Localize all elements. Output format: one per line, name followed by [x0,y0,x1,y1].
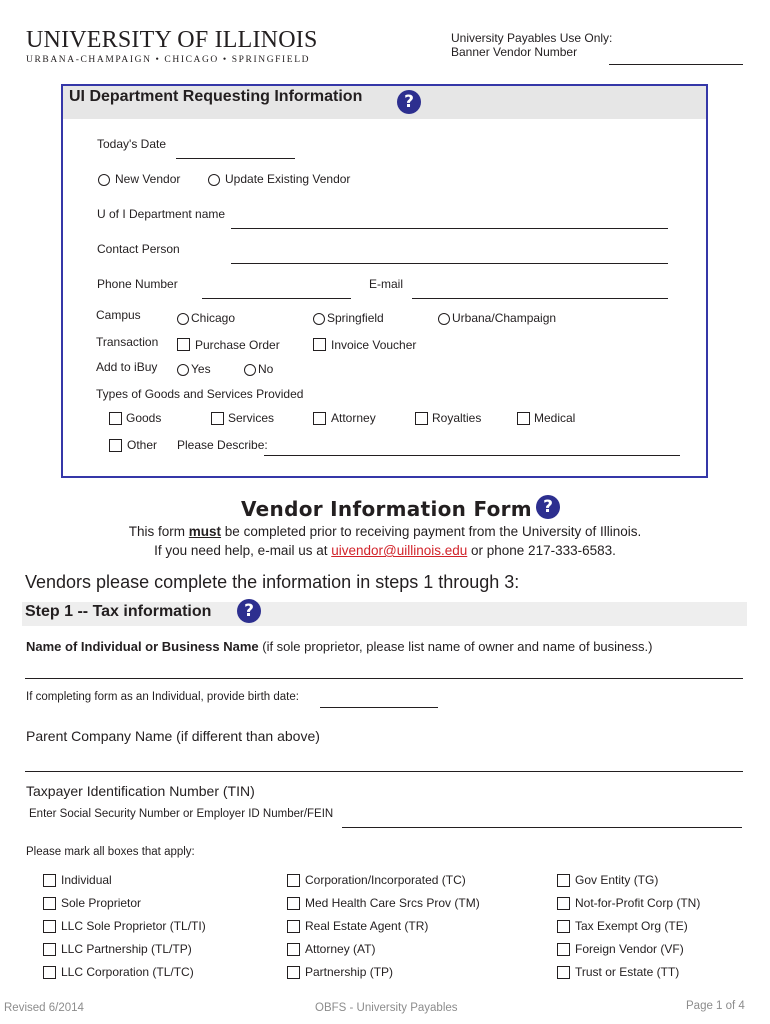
footer-revised: Revised 6/2014 [4,1002,84,1014]
ibuy-no-label: No [258,362,274,376]
foreign-vendor-checkbox[interactable] [557,943,570,956]
ibuy-yes-label: Yes [191,362,211,376]
phone-field[interactable] [202,298,351,299]
sole-proprietor-label: Sole Proprietor [61,896,142,910]
purchase-order-label: Purchase Order [195,338,280,352]
attorney-label: Attorney [331,411,376,425]
form-help [0,543,770,558]
services-label: Services [228,411,275,425]
partnership-checkbox[interactable] [287,966,300,979]
payables-use-label: University Payables Use Only: [451,31,613,45]
royalties-label: Royalties [432,411,482,425]
attorney-tax-checkbox[interactable] [287,943,300,956]
university-logo [26,27,326,65]
birth-date-label: If completing form as an Individual, provide birth date: [26,691,299,703]
purchase-order-checkbox[interactable] [177,338,190,351]
med-health-label: Med Health Care Srcs Prov (TM) [305,896,480,910]
not-for-profit-label: Not-for-Profit Corp (TN) [575,896,701,910]
new-vendor-radio[interactable] [98,174,110,186]
invoice-voucher-label: Invoice Voucher [331,338,417,352]
medical-checkbox[interactable] [517,412,530,425]
new-vendor-label: New Vendor [115,172,181,186]
help-pre: If you need help, e-mail us at [154,543,332,558]
intro-post: be completed prior to receiving payment from the University of Illinois. [221,524,642,539]
services-checkbox[interactable] [211,412,224,425]
transaction-label: Transaction [96,335,159,349]
individual-checkbox[interactable] [43,874,56,887]
phone-label: Phone Number [97,277,178,291]
describe-label: Please Describe: [177,438,268,452]
campus-urbana-label: Urbana/Champaign [452,311,557,325]
royalties-checkbox[interactable] [415,412,428,425]
other-checkbox[interactable] [109,439,122,452]
trust-estate-checkbox[interactable] [557,966,570,979]
email-label: E-mail [369,277,404,291]
intro-must: must [188,524,222,539]
real-estate-checkbox[interactable] [287,920,300,933]
department-title: UI Department Requesting Information [69,88,363,105]
tax-exempt-checkbox[interactable] [557,920,570,933]
footer-center: OBFS - University Payables [315,1002,458,1014]
step1-help-icon[interactable]: ? [237,599,261,623]
form-intro [0,524,770,539]
llc-partnership-label: LLC Partnership (TL/TP) [61,942,192,956]
update-vendor-radio[interactable] [208,174,220,186]
campus-springfield-radio[interactable] [313,313,325,325]
intro-pre: This form [128,524,189,539]
not-for-profit-checkbox[interactable] [557,897,570,910]
contact-label: Contact Person [97,242,180,256]
llc-sole-proprietor-label: LLC Sole Proprietor (TL/TI) [61,919,206,933]
gov-entity-label: Gov Entity (TG) [575,873,659,887]
help-post: or phone 217-333-6583. [467,543,616,558]
corporation-checkbox[interactable] [287,874,300,887]
llc-sole-proprietor-checkbox[interactable] [43,920,56,933]
ibuy-yes-radio[interactable] [177,364,189,376]
gov-entity-checkbox[interactable] [557,874,570,887]
logo-campuses: URBANA-CHAMPAIGN • CHICAGO • SPRINGFIELD [26,55,311,65]
ssn-label: Enter Social Security Number or Employer ID Number/FEIN [29,808,334,820]
business-name-field[interactable] [25,678,743,679]
form-title: Vendor Information Form [241,497,532,521]
campus-chicago-label: Chicago [191,311,236,325]
business-name-bold: Name of Individual or Business Name [26,639,259,654]
business-name-label [26,639,652,654]
form-help-icon[interactable]: ? [536,495,560,519]
dept-name-label: U of I Department name [97,207,226,221]
llc-corporation-checkbox[interactable] [43,966,56,979]
todays-date-label: Today's Date [97,137,166,151]
campus-chicago-radio[interactable] [177,313,189,325]
dept-name-field[interactable] [231,228,668,229]
partnership-label: Partnership (TP) [305,965,394,979]
email-field[interactable] [412,298,668,299]
parent-company-label: Parent Company Name (if different than above) [26,728,320,744]
help-email-link[interactable]: uivendor@uillinois.edu [331,543,468,558]
individual-label: Individual [61,873,112,887]
ibuy-no-radio[interactable] [244,364,256,376]
llc-corporation-label: LLC Corporation (TL/TC) [61,965,194,979]
campus-urbana-radio[interactable] [438,313,450,325]
describe-field[interactable] [264,455,680,456]
steps-heading: Vendors please complete the information in steps 1 through 3: [25,572,520,592]
tin-label: Taxpayer Identification Number (TIN) [26,783,255,799]
sole-proprietor-checkbox[interactable] [43,897,56,910]
contact-field[interactable] [231,263,668,264]
birth-date-field[interactable] [320,707,438,708]
footer-page: Page 1 of 4 [686,1000,745,1012]
real-estate-label: Real Estate Agent (TR) [305,919,429,933]
update-vendor-label: Update Existing Vendor [225,172,351,186]
attorney-tax-label: Attorney (AT) [305,942,376,956]
med-health-checkbox[interactable] [287,897,300,910]
goods-checkbox[interactable] [109,412,122,425]
mark-all-label: Please mark all boxes that apply: [26,846,195,858]
goods-label: Goods [126,411,162,425]
medical-label: Medical [534,411,576,425]
trust-estate-label: Trust or Estate (TT) [575,965,680,979]
help-icon[interactable]: ? [397,90,421,114]
attorney-checkbox[interactable] [313,412,326,425]
step1-title: Step 1 -- Tax information [25,603,212,620]
business-name-note: (if sole proprietor, please list name of owner and name of business.) [258,639,653,654]
tax-exempt-label: Tax Exempt Org (TE) [575,919,688,933]
parent-company-field[interactable] [25,771,743,772]
llc-partnership-checkbox[interactable] [43,943,56,956]
invoice-voucher-checkbox[interactable] [313,338,326,351]
campus-springfield-label: Springfield [327,311,384,325]
banner-vendor-label: Banner Vendor Number [451,45,578,59]
banner-vendor-field[interactable] [609,64,743,65]
logo-name: UNIVERSITY OF ILLINOIS [26,27,318,53]
campus-label: Campus [96,308,141,322]
corporation-label: Corporation/Incorporated (TC) [305,873,466,887]
ssn-field[interactable] [342,827,742,828]
types-label: Types of Goods and Services Provided [96,387,304,401]
foreign-vendor-label: Foreign Vendor (VF) [575,942,684,956]
other-label: Other [127,438,158,452]
todays-date-field[interactable] [176,158,295,159]
ibuy-label: Add to iBuy [96,360,158,374]
